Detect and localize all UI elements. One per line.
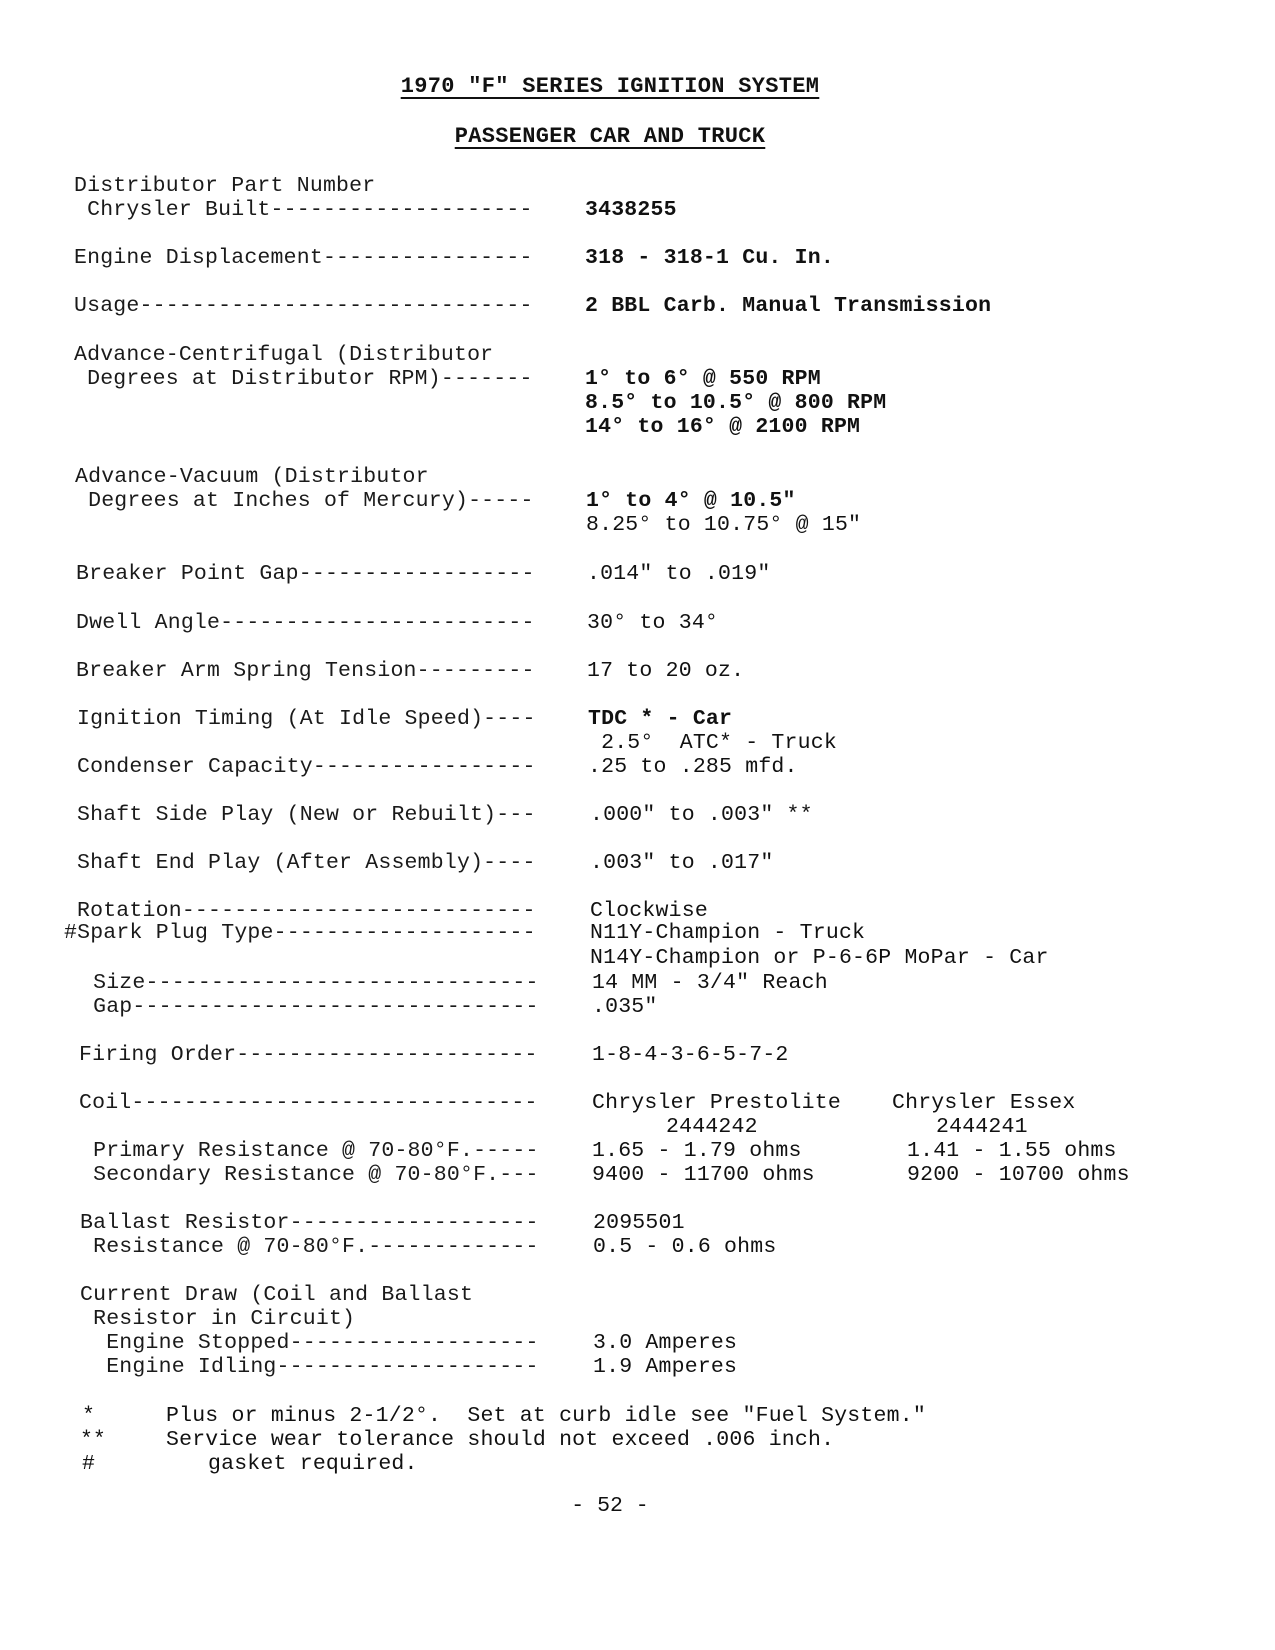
spec-value: 1.41 - 1.55 ohms <box>907 1139 1117 1163</box>
spec-value: 9200 - 10700 ohms <box>907 1163 1130 1187</box>
spec-label: Chrysler Built-------------------- <box>74 198 533 222</box>
spec-value: 1.9 Amperes <box>593 1355 738 1379</box>
spec-label: Degrees at Inches of Mercury)----- <box>75 489 534 513</box>
spec-label: Breaker Arm Spring Tension--------- <box>76 659 535 683</box>
spec-label: Engine Idling-------------------- <box>80 1355 539 1379</box>
spec-value: .014" to .019" <box>587 562 771 586</box>
spec-value: 30° to 34° <box>587 611 719 635</box>
spec-value: 3438255 <box>585 198 677 222</box>
spec-value: .25 to .285 mfd. <box>588 755 798 779</box>
spec-value: 1° to 6° @ 550 RPM <box>585 367 821 391</box>
spec-label: Size------------------------------ <box>80 971 539 995</box>
spec-label: Advance-Centrifugal (Distributor <box>74 343 494 367</box>
spec-label: Rotation--------------------------- <box>77 899 536 923</box>
coil-maker-2: Chrysler Essex <box>892 1091 1076 1115</box>
spec-value: .003" to .017" <box>590 851 774 875</box>
footnote-text: gasket required. <box>208 1452 418 1476</box>
coil-part-1: 2444242 <box>666 1115 758 1139</box>
spec-label: #Spark Plug Type-------------------- <box>64 921 536 945</box>
spec-label: Usage------------------------------ <box>74 294 533 318</box>
spec-label: Engine Displacement---------------- <box>74 246 533 270</box>
spec-label: Ballast Resistor------------------- <box>80 1211 539 1235</box>
spec-label: Condenser Capacity----------------- <box>77 755 536 779</box>
spec-label: Resistance @ 70-80°F.------------- <box>80 1235 539 1259</box>
spec-value: 2.5° ATC* - Truck <box>588 731 837 755</box>
spec-label: Distributor Part Number <box>74 174 376 198</box>
coil-part-2: 2444241 <box>936 1115 1028 1139</box>
spec-label: Secondary Resistance @ 70-80°F.--- <box>80 1163 539 1187</box>
spec-label: Shaft End Play (After Assembly)---- <box>77 851 536 875</box>
spec-value: 8.25° to 10.75° @ 15" <box>586 513 862 537</box>
spec-value: 318 - 318-1 Cu. In. <box>585 246 834 270</box>
spec-value: 8.5° to 10.5° @ 800 RPM <box>585 391 887 415</box>
spec-label: Advance-Vacuum (Distributor <box>75 465 429 489</box>
spec-label: Breaker Point Gap------------------ <box>76 562 535 586</box>
spec-label: Gap------------------------------- <box>80 995 539 1019</box>
spec-label: Engine Stopped------------------- <box>80 1331 539 1355</box>
spec-label: Firing Order----------------------- <box>79 1043 538 1067</box>
spec-label: Primary Resistance @ 70-80°F.----- <box>80 1139 539 1163</box>
spec-value: 1.65 - 1.79 ohms <box>592 1139 802 1163</box>
spec-label: Shaft Side Play (New or Rebuilt)--- <box>77 803 536 827</box>
spec-value: TDC * - Car <box>588 707 733 731</box>
footnote-mark: * <box>82 1404 95 1428</box>
footnote-mark: ** <box>80 1428 106 1452</box>
spec-label: Degrees at Distributor RPM)------- <box>74 367 533 391</box>
spec-label: Coil------------------------------- <box>79 1091 538 1115</box>
coil-maker-1: Chrysler Prestolite <box>592 1091 841 1115</box>
spec-label: Resistor in Circuit) <box>80 1307 356 1331</box>
footnote-text: Service wear tolerance should not exceed .006 inch. <box>166 1428 835 1452</box>
spec-value: .035" <box>592 995 658 1019</box>
spec-label: Ignition Timing (At Idle Speed)---- <box>77 707 536 731</box>
spec-value: 3.0 Amperes <box>593 1331 738 1355</box>
spec-value: N14Y-Champion or P-6-6P MoPar - Car <box>590 946 1049 970</box>
footnote-mark: # <box>82 1452 95 1476</box>
page-number: - 52 - <box>571 1494 649 1518</box>
page-title: 1970 "F" SERIES IGNITION SYSTEM <box>400 74 820 99</box>
spec-value: 0.5 - 0.6 ohms <box>593 1235 777 1259</box>
spec-value: 14 MM - 3/4" Reach <box>592 971 828 995</box>
spec-value: 2 BBL Carb. Manual Transmission <box>585 294 992 318</box>
spec-label: Current Draw (Coil and Ballast <box>80 1283 474 1307</box>
spec-value: 1° to 4° @ 10.5" <box>586 489 796 513</box>
spec-value: Clockwise <box>590 899 708 923</box>
spec-value: 14° to 16° @ 2100 RPM <box>585 415 861 439</box>
spec-value: 2095501 <box>593 1211 685 1235</box>
spec-value: .000" to .003" ** <box>590 803 813 827</box>
spec-value: 9400 - 11700 ohms <box>592 1163 815 1187</box>
spec-value: 17 to 20 oz. <box>587 659 745 683</box>
footnote-text: Plus or minus 2-1/2°. Set at curb idle see "Fuel System." <box>166 1404 926 1428</box>
spec-value: 1-8-4-3-6-5-7-2 <box>592 1043 789 1067</box>
spec-value: N11Y-Champion - Truck <box>590 921 866 945</box>
page-subtitle: PASSENGER CAR AND TRUCK <box>454 124 766 149</box>
spec-label: Dwell Angle------------------------ <box>76 611 535 635</box>
